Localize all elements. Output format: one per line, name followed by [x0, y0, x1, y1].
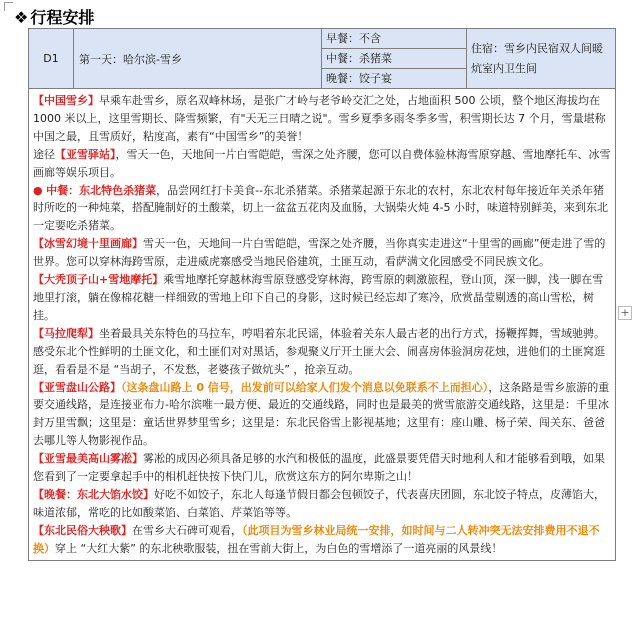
notice-text: （此项目为雪乡林业局统一安排，如时间与二人转冲突无法安排费用不退不换）: [33, 523, 600, 555]
corner-crop-mark: [4, 2, 13, 11]
highlight-label: 【冰雪幻境十里画廊】: [33, 237, 143, 251]
highlight-label: 【东北民俗大秧歌】: [33, 523, 132, 537]
paragraph-text: 早乘车赴雪乡，原名双峰林场，是张广才岭与老爷岭交汇之处，占地面积 500 公顷，整个地区海拔均在 1000 米以上，这里雪期长、降雪频繁，有"天无三日晴之说"。雪乡夏季多雨冬季多雪，积雪期长达 7 个月，雪量堪称中国之最，且雪质好，粘度高，素有“中国雪乡”的美誉！: [33, 94, 606, 143]
paragraph-text: 雪天一色，天地间一片白雪皑皑，雪深之处齐腰，当你真实走进这“十里雪的画廊”便走进了雪的世界。您可以穿林海跨雪原，走进威虎寨感受当地民俗建筑，土匪互动，看萨满文化园感受不同民族文化。: [33, 237, 606, 269]
paragraph-text: ，这条路是雪乡旅游的重要交通线路，是连接亚布力-哈尔滨唯一最方便、最近的交通线路，同时也是最美的赏雪旅游交通线路，这里是：千里冰封万里雪飘；这里是：童话世界梦里雪乡；这里是：东北民俗雪上影视基地；这里有：座山雕、杨子荣、闯关东、爸爸去哪儿等人物影视作品。: [33, 380, 610, 448]
description-paragraph: [33, 271, 611, 325]
highlight-label: 【中国雪乡】: [33, 94, 99, 107]
description-paragraph: [33, 379, 611, 451]
bullet-dot-icon: ●: [33, 183, 47, 197]
description-paragraph: [33, 235, 611, 271]
highlight-label: 中餐：东北特色杀猪菜: [46, 183, 157, 197]
highlight-label: 【马拉爬犁】: [33, 326, 99, 340]
highlight-label: 【晚餐：东北大馅水饺】: [33, 487, 154, 501]
day-code: D1: [29, 29, 74, 89]
paragraph-text: 穿上 “大红大紫” 的东北秧歌服装，扭在雪前大街上，为白色的雪增添了一道亮丽的风景线！: [55, 541, 503, 555]
paragraph-text: 乘雪地摩托穿越林海雪原登感受穿林海，跨雪原的刺激旅程，登山顶，深一脚，浅一脚在雪地里打滚，躺在像棉花糖一样细致的雪地上印下自己的身影，这时候已经忘却了寒冷，欣赏晶莹剔透的高山雪松，树挂。: [33, 273, 604, 322]
meal-lunch: 中餐：杀猪菜: [322, 48, 466, 68]
description-paragraph: [33, 146, 611, 182]
meals-cell: [322, 29, 467, 89]
section-heading-text: 行程安排: [30, 8, 95, 27]
day-description: [29, 89, 616, 561]
description-paragraph: [33, 182, 611, 236]
day-title: 第一天：哈尔滨-雪乡: [74, 29, 322, 89]
day-header-row: [29, 29, 616, 89]
section-heading: [14, 5, 94, 28]
paragraph-text: 在雪乡大石碑可观看，: [132, 523, 242, 537]
description-paragraph: [33, 325, 611, 379]
paragraph-text: ，雪天一色，天地间一片白雪皑皑，雪深之处齐腰，您可以自费体验林海雪原穿越、雪地摩托车、冰雪画廊等娱乐项目。: [33, 147, 611, 179]
notice-text: （这条盘山路上 0 信号，出发前可以给家人们发个消息以免联系不上而担心）: [121, 380, 489, 394]
paragraph-text: 雾凇的成因必须具备足够的水汽和极低的温度，此盛景要凭借天时地利人和才能够看到哦，如果您看到了一定要拿起手中的相机赶快按下快门儿，欣赏这东方的阿尔卑斯之山！: [33, 452, 605, 484]
description-paragraph: [33, 92, 611, 146]
accommodation: 住宿：雪乡内民宿双人间暖炕室内卫生间: [467, 29, 616, 89]
add-row-plus-icon[interactable]: +: [618, 306, 632, 320]
meal-dinner: 晚餐：饺子宴: [322, 68, 466, 88]
description-paragraph: [33, 450, 611, 486]
description-paragraph: [33, 522, 611, 558]
diamond-bullet-icon: ❖: [14, 8, 29, 27]
day-description-row: [29, 89, 616, 561]
paragraph-text: 坐着最具关东特色的马拉车，哼唱着东北民谣，体验着关东人最古老的出行方式，扬鞭挥舞，雪域驰骋。感受东北个性鲜明的土匪文化，和土匪们对对黑话，参观聚义厅开土匪大会、闹喜房体验洞房花烛，进他们的土匪窝逛逛，看看是不是 “当胡子，不发愁，老婆孩子做炕头” ，抢亲互动。: [33, 326, 605, 376]
highlight-label: 【大秃顶子山+雪地摩托】: [33, 273, 164, 287]
description-paragraph: [33, 486, 611, 522]
paragraph-text: 好吃不如饺子，东北人每逢节假日都会包顿饺子，代表喜庆团圆，东北饺子特点，皮薄馅大，味道浓郁，常吃的比如酸菜馅、白菜馅、芹菜馅等等。: [33, 487, 605, 519]
itinerary-table: [28, 28, 616, 561]
paragraph-text: ，品尝网红打卡美食--东北杀猪菜。杀猪菜起源于东北的农村，东北农村每年接近年关杀年猪时所吃的一种炖菜，搭配腌制好的土酸菜，切上一盆盆五花肉及血肠，大锅柴火炖 4-5 小时，味道特别鲜美，来到东北一定要吃杀猪菜。: [33, 183, 608, 233]
meal-breakfast: 早餐：不含: [326, 32, 381, 45]
highlight-label: 【亚雪最美高山雾凇】: [33, 452, 143, 466]
highlight-label: 【亚雪盘山公路】: [33, 380, 121, 394]
highlight-label: 【亚雪驿站】: [55, 147, 116, 161]
paragraph-text: 途径: [33, 147, 55, 161]
